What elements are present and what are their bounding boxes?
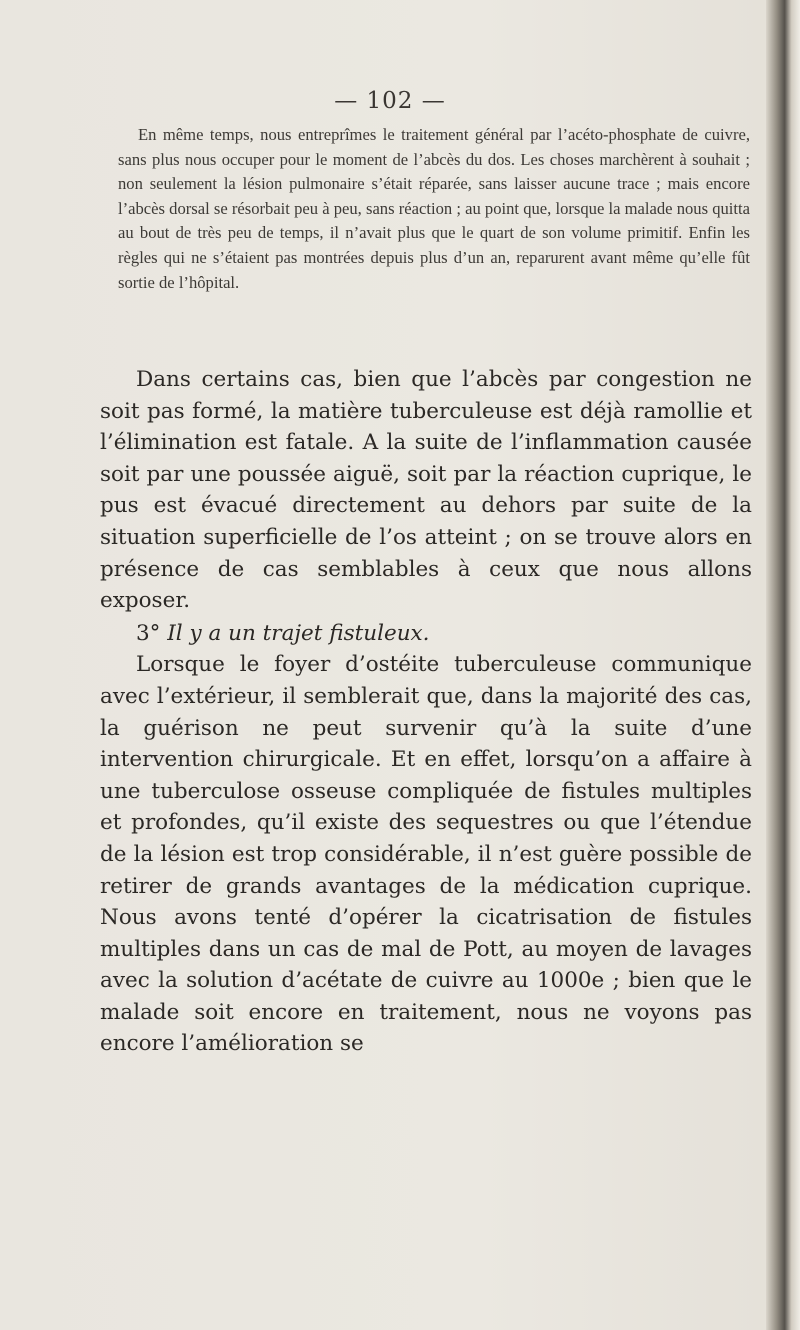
paragraph-large-1: Dans certains cas, bien que l’abcès par congestion ne soit pas formé, la matière tuberculeuse est déjà ramollie et l’élimination est fatale. A la suite de l’inflammation causée soit par une poussée aiguë, soit par la réaction cuprique, le pus est évacué directement au dehors par suite de la situation superficielle de l’os atteint ; on se trouve alors en présence de cas semblables à ceux que nous allons exposer. — [100, 367, 752, 614]
section-number: 3° — [136, 620, 161, 646]
paragraph-small: En même temps, nous entreprîmes le traitement général par l’acéto-phosphate de cuivre, sans plus nous occuper pour le moment de l’abcès du dos. Les choses marchèrent à souhait ; non seulement la lésion pulmonaire s’était réparée, sans laisser aucune trace ; mais encore l’abcès dorsal se résorbait peu à peu, sans réaction ; au point que, lorsque la malade nous quitta au bout de très peu de temps, il n’avait plus que le quart de son volume primitif. Enfin les règles qui ne s’étaient pas montrées depuis plus d’un an, reparurent avant même qu’elle fût sortie de l’hôpital. — [118, 125, 750, 292]
book-binding-edge — [766, 0, 800, 1330]
section-title: Il y a un trajet fistuleux. — [167, 620, 430, 646]
large-text-block — [100, 364, 752, 1060]
paragraph-large-2: Lorsque le foyer d’ostéite tuberculeuse communique avec l’extérieur, il semblerait que, dans la majorité des cas, la guérison ne peut survenir qu’à la suite d’une intervention chirurgicale. Et en effet, lorsqu’on a affaire à une tuberculose osseuse compliquée de fistules multiples et profondes, qu’il existe des sequestres ou que l’étendue de la lésion est trop considérable, il n’est guère possible de retirer de grands avantages de la médication cuprique. Nous avons tenté d’opérer la cicatrisation de fistules multiples dans un cas de mal de Pott, au moyen de lavages avec la solution d’acétate de cuivre au 1000e ; bien que le malade soit encore en traitement, nous ne voyons pas encore l’amélioration se — [100, 652, 752, 1057]
section-heading — [100, 618, 752, 650]
page-number: — 102 — — [334, 88, 446, 114]
small-text-block — [118, 123, 750, 295]
